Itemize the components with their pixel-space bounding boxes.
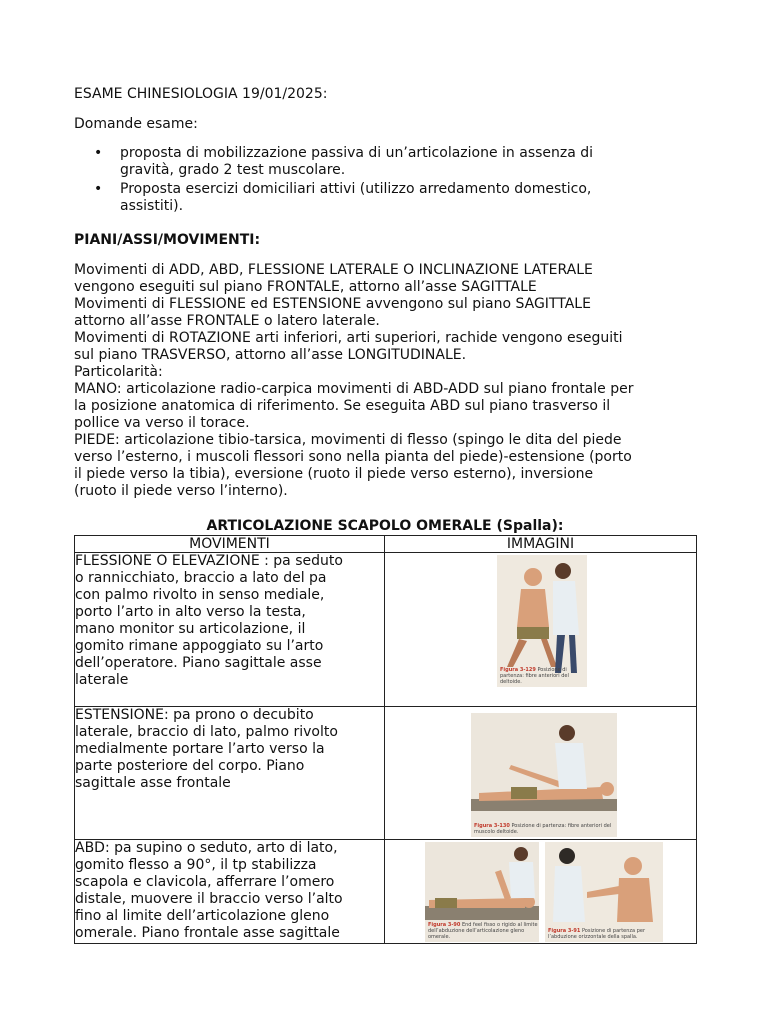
description-line: parte posteriore del corpo. Piano xyxy=(75,758,305,774)
figure-label: Figura 3-90 xyxy=(428,922,461,928)
question-item xyxy=(74,145,674,179)
body-line: pollice va verso il torace. xyxy=(74,415,250,431)
description-line: sagittale asse frontale xyxy=(75,775,231,791)
table-row xyxy=(75,553,697,707)
planes-heading: PIANI/ASSI/MOVIMENTI: xyxy=(74,232,261,248)
body-line: la posizione anatomica di riferimento. Se eseguita ABD sul piano trasverso il xyxy=(74,398,611,414)
body-line: PIEDE: articolazione tibio-tarsica, movimenti di flesso (spingo le dita del piede xyxy=(74,432,622,448)
abduction-figure-supine xyxy=(425,842,539,942)
description-line: con palmo rivolto in senso mediale, xyxy=(75,587,325,603)
figure-label: Figura 3-91 xyxy=(548,928,581,934)
table-row xyxy=(75,840,697,944)
body-line: vengono eseguiti sul piano FRONTALE, attorno all’asse SAGITTALE xyxy=(74,279,537,295)
exam-title: ESAME CHINESIOLOGIA 19/01/2025: xyxy=(74,86,328,102)
question-item xyxy=(74,181,674,215)
movement-image-cell xyxy=(385,840,697,944)
body-line: MANO: articolazione radio-carpica movimenti di ABD-ADD sul piano frontale per xyxy=(74,381,634,397)
figure-caption: Posizione di partenza per l’abduzione orizzontale della spalla. xyxy=(548,928,646,940)
bullet-icon: • xyxy=(94,181,103,197)
extension-figure xyxy=(471,713,617,837)
questions-list xyxy=(74,145,674,217)
body-line: Movimenti di ROTAZIONE arti inferiori, arti superiori, rachide vengono eseguiti xyxy=(74,330,623,346)
body-line: Particolarità: xyxy=(74,364,163,380)
movement-image-cell xyxy=(385,553,697,707)
movement-description xyxy=(75,707,385,840)
question-line: gravità, grado 2 test muscolare. xyxy=(120,162,346,178)
description-line: ESTENSIONE: pa prono o decubito xyxy=(75,707,314,723)
planes-body xyxy=(74,262,714,500)
movement-image-cell xyxy=(385,707,697,840)
question-line: proposta di mobilizzazione passiva di un’articolazione in assenza di xyxy=(120,145,594,161)
abduction-figure-seated xyxy=(545,842,663,942)
figure-caption: Posizione di partenza: fibre anteriori del muscolo deltoide. xyxy=(474,823,612,835)
question-line: assistiti). xyxy=(120,198,184,214)
table-header-row xyxy=(75,536,697,553)
description-line: fino al limite dell’articolazione gleno xyxy=(75,908,330,924)
movement-description xyxy=(75,840,385,944)
description-line: medialmente portare l’arto verso la xyxy=(75,741,325,757)
bullet-icon: • xyxy=(94,145,103,161)
table-title: ARTICOLAZIONE SCAPOLO OMERALE (Spalla): xyxy=(206,518,564,534)
body-line: Movimenti di ADD, ABD, FLESSIONE LATERALE O INCLINAZIONE LATERALE xyxy=(74,262,593,278)
description-line: distale, muovere il braccio verso l’alto xyxy=(75,891,343,907)
description-line: FLESSIONE O ELEVAZIONE : pa seduto xyxy=(75,553,343,569)
body-line: Movimenti di FLESSIONE ed ESTENSIONE avvengono sul piano SAGITTALE xyxy=(74,296,591,312)
movements-table xyxy=(74,535,697,944)
description-line: porto l’arto in alto verso la testa, xyxy=(75,604,306,620)
description-line: omerale. Piano frontale asse sagittale xyxy=(75,925,340,941)
description-line: dell’operatore. Piano sagittale asse xyxy=(75,655,322,671)
description-line: ABD: pa supino o seduto, arto di lato, xyxy=(75,840,338,856)
figure-caption: End feel fisso o rigido al limite dell’abduzione dell’articolazione gleno omerale. xyxy=(428,922,538,940)
description-line: laterale xyxy=(75,672,129,688)
figure-caption: Posizione di partenza: fibre anteriori del deltoide. xyxy=(500,667,569,685)
body-line: sul piano TRASVERSO, attorno all’asse LONGITUDINALE. xyxy=(74,347,467,363)
description-line: o rannicchiato, braccio a lato del pa xyxy=(75,570,327,586)
description-line: gomito rimane appoggiato su l’arto xyxy=(75,638,324,654)
description-line: scapola e clavicola, afferrare l’omero xyxy=(75,874,335,890)
figure-label: Figura 3-130 xyxy=(474,823,510,829)
figure-label: Figura 3-129 xyxy=(500,667,536,673)
description-line: laterale, braccio di lato, palmo rivolto xyxy=(75,724,338,740)
flexion-figure xyxy=(497,555,587,687)
description-line: gomito flesso a 90°, il tp stabilizza xyxy=(75,857,317,873)
body-line: verso l’esterno, i muscoli flessori sono nella pianta del piede)-estensione (porto xyxy=(74,449,632,465)
description-line: mano monitor su articolazione, il xyxy=(75,621,306,637)
abduction-seated-illustration xyxy=(545,842,663,942)
column-header-movements: MOVIMENTI xyxy=(75,536,385,553)
body-line: attorno all’asse FRONTALE o latero laterale. xyxy=(74,313,380,329)
table-row xyxy=(75,707,697,840)
questions-title: Domande esame: xyxy=(74,116,198,132)
extension-illustration xyxy=(471,713,617,837)
body-line: (ruoto il piede verso l’interno). xyxy=(74,483,288,499)
body-line: il piede verso la tibia), eversione (ruoto il piede verso esterno), inversione xyxy=(74,466,594,482)
column-header-images: IMMAGINI xyxy=(385,536,697,553)
movement-description xyxy=(75,553,385,707)
question-line: Proposta esercizi domiciliari attivi (utilizzo arredamento domestico, xyxy=(120,181,592,197)
